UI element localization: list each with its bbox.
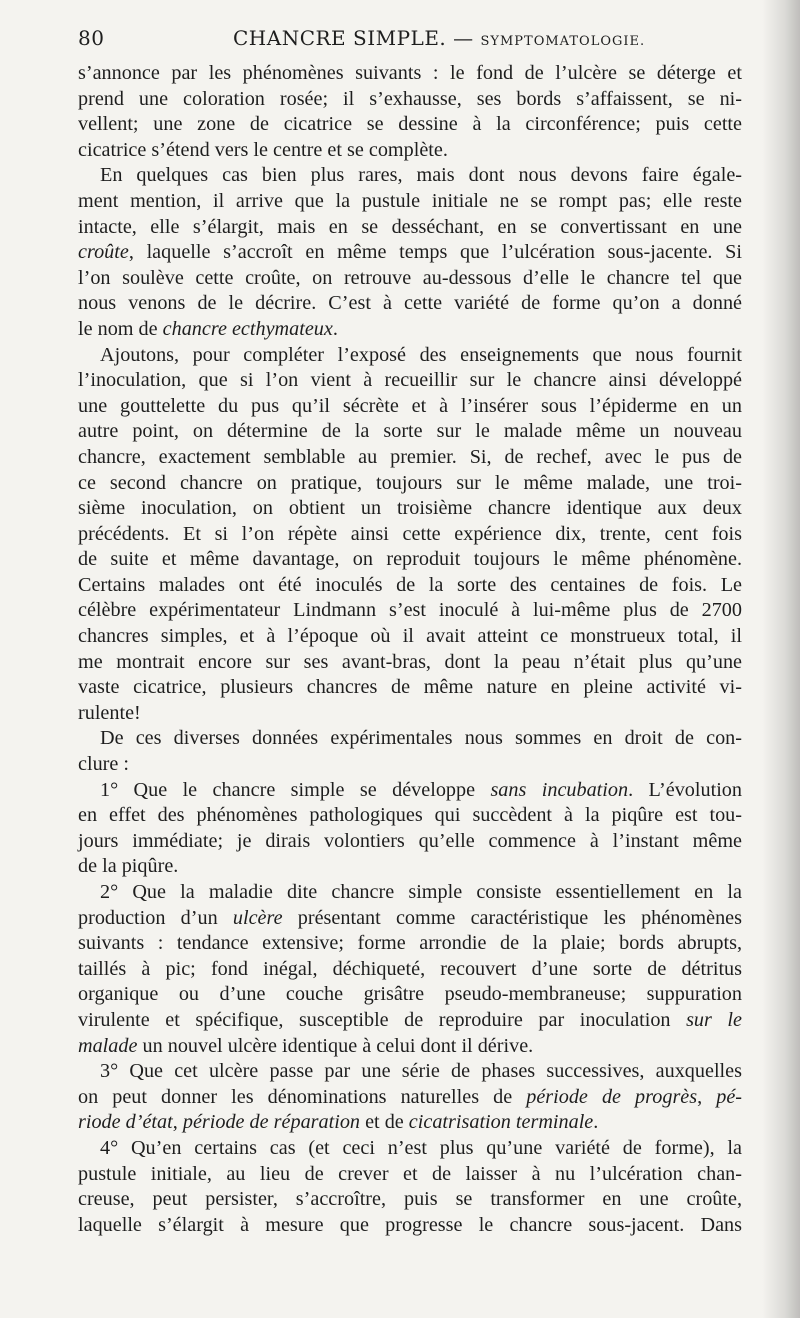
text-segment: prend une coloration rosée; il s’exhausse, ses bords s’affaissent, se ni-	[78, 87, 742, 110]
text-segment: et de	[360, 1111, 409, 1134]
italic-segment: sans incubation	[490, 778, 629, 801]
italic-segment: malade	[78, 1034, 138, 1057]
text-segment: En quelques cas bien plus rares, mais dont nous devons faire égale-	[100, 164, 742, 187]
text-segment: 1° Que le chancre simple se développe	[100, 778, 491, 801]
text-line	[78, 522, 742, 548]
italic-segment: riode d’état	[78, 1111, 173, 1134]
text-line	[78, 880, 742, 906]
italic-segment: ulcère	[232, 906, 283, 929]
text-line	[78, 982, 742, 1008]
text-line	[78, 931, 742, 957]
text-line	[78, 291, 742, 317]
text-line	[78, 573, 742, 599]
text-line	[78, 778, 742, 804]
text-segment: s’annonce par les phénomènes suivants : le fond de l’ulcère se déterge et	[78, 62, 742, 84]
text-segment: précédents. Et si l’on répète ainsi cette expérience dix, trente, cent fois	[78, 522, 742, 545]
text-segment: sième inoculation, on obtient un troisième chancre identique aux deux	[78, 497, 742, 520]
text-segment: l’inoculation, que si l’on vient à recueillir sur le chancre ainsi développé	[78, 369, 742, 392]
text-line	[78, 701, 742, 727]
text-segment: suivants : tendance extensive; forme arrondie de la plaie; bords abrupts,	[78, 932, 742, 955]
running-title-dash: —	[446, 26, 481, 50]
text-segment: creuse, peut persister, s’accroître, puis se transformer en une croûte,	[78, 1188, 742, 1211]
text-segment: intacte, elle s’élargit, mais en se desséchant, en se convertissant en une	[78, 215, 742, 238]
text-line	[78, 1162, 742, 1188]
text-segment: . L’évolution	[628, 778, 742, 801]
text-line	[78, 368, 742, 394]
italic-segment: période de progrès	[526, 1085, 698, 1108]
text-segment: présentant comme caractéristique les phénomènes	[282, 906, 742, 929]
text-segment: on peut donner les dénominations naturelles de	[78, 1085, 527, 1108]
text-line	[78, 419, 742, 445]
page-number: 80	[78, 26, 105, 50]
text-line	[78, 726, 742, 752]
text-line	[78, 803, 742, 829]
text-segment: ment mention, il arrive que la pustule initiale ne se rompt pas; elle reste	[78, 189, 742, 212]
running-title-main: CHANCRE SIMPLE.	[233, 26, 447, 50]
text-line	[78, 112, 742, 138]
text-line	[78, 1187, 742, 1213]
text-line	[78, 547, 742, 573]
text-segment: chancre, exactement semblable au premier. Si, de rechef, avec le pus de	[78, 445, 742, 468]
text-segment: de suite et même davantage, on reproduit toujours le même phénomène.	[78, 548, 742, 571]
body-text	[78, 61, 742, 1238]
italic-segment: croûte	[78, 241, 129, 264]
text-line	[78, 87, 742, 113]
text-segment: , laquelle s’accroît en même temps que l’ulcération sous-jacente. Si	[128, 241, 742, 264]
text-line	[78, 445, 742, 471]
text-line	[78, 496, 742, 522]
text-line	[78, 163, 742, 189]
running-title-section: SYMPTOMATOLOGIE.	[480, 34, 646, 49]
italic-segment: période de réparation	[182, 1111, 361, 1134]
text-line	[78, 343, 742, 369]
text-segment: me montrait encore sur ses avant-bras, dont la peau n’était plus qu’une	[78, 650, 742, 673]
text-segment: De ces diverses données expérimentales nous sommes en droit de con-	[100, 727, 742, 750]
text-line	[78, 906, 742, 932]
text-segment: pustule initiale, au lieu de crever et de laisser à nu l’ulcération chan-	[78, 1162, 742, 1185]
text-line	[78, 266, 742, 292]
text-line	[78, 752, 742, 778]
text-segment: .	[593, 1111, 599, 1134]
text-line	[78, 1034, 742, 1060]
text-line	[78, 138, 742, 164]
text-segment: un nouvel ulcère identique à celui dont il dérive.	[137, 1034, 534, 1057]
text-segment: ce second chancre on pratique, toujours sur le même malade, une troi-	[78, 471, 742, 494]
page-edge-shadow	[762, 0, 800, 1318]
text-segment: célèbre expérimentateur Lindmann s’est inoculé à lui-même plus de 2700	[78, 599, 742, 622]
text-line	[78, 189, 742, 215]
text-line	[78, 1213, 742, 1239]
text-line	[78, 650, 742, 676]
italic-segment: chancre ecthymateux	[162, 317, 333, 340]
text-line	[78, 1110, 742, 1136]
text-line	[78, 598, 742, 624]
text-segment: virulente et spécifique, susceptible de reproduire par inoculation	[78, 1008, 687, 1031]
text-line	[78, 854, 742, 880]
page-header	[78, 26, 742, 56]
text-line	[78, 675, 742, 701]
text-segment: en effet des phénomènes pathologiques qui succèdent à la piqûre est tou-	[78, 804, 742, 827]
text-segment: 4° Qu’en certains cas (et ceci n’est plus qu’une variété de forme), la	[100, 1136, 742, 1159]
text-segment: ,	[172, 1111, 183, 1134]
text-segment: de la piqûre.	[78, 855, 179, 878]
text-line	[78, 829, 742, 855]
text-segment: clure :	[78, 753, 130, 776]
text-segment: cicatrice s’étend vers le centre et se complète.	[78, 138, 448, 161]
text-segment: chancres simples, et à l’époque où il avait atteint ce monstrueux total, il	[78, 625, 742, 648]
text-segment: vellent; une zone de cicatrice se dessine à la circonférence; puis cette	[78, 113, 742, 136]
text-segment: laquelle s’élargit à mesure que progresse le chancre sous-jacent. Dans	[78, 1213, 742, 1236]
text-segment: Ajoutons, pour compléter l’exposé des enseignements que nous fournit	[100, 343, 742, 366]
text-line	[78, 1008, 742, 1034]
italic-segment: sur le	[686, 1008, 742, 1031]
text-segment: rulente!	[78, 701, 141, 724]
text-line	[78, 624, 742, 650]
text-segment: organique ou d’une couche grisâtre pseudo-membraneuse; suppuration	[78, 983, 742, 1006]
text-line	[78, 471, 742, 497]
text-line	[78, 1059, 742, 1085]
text-segment: nous venons de le décrire. C’est à cette variété de forme qu’on a donné	[78, 292, 742, 315]
italic-segment: cicatrisation terminale	[408, 1111, 594, 1134]
text-segment: vaste cicatrice, plusieurs chancres de même nature en pleine activité vi-	[78, 676, 742, 699]
text-segment: 2° Que la maladie dite chancre simple consiste essentiellement en la	[100, 881, 742, 903]
text-line	[78, 957, 742, 983]
running-title	[233, 26, 645, 50]
text-segment: 3° Que cet ulcère passe par une série de phases successives, auxquelles	[100, 1060, 742, 1083]
text-line	[78, 61, 742, 87]
text-segment: l’on soulève cette croûte, on retrouve au-dessous d’elle le chancre tel que	[78, 266, 742, 289]
text-line	[78, 240, 742, 266]
italic-segment: pé-	[716, 1085, 743, 1108]
text-segment: Certains malades ont été inoculés de la sorte des centaines de fois. Le	[78, 573, 742, 596]
text-segment: ,	[697, 1085, 717, 1108]
text-segment: le nom de	[78, 317, 163, 340]
text-line	[78, 1136, 742, 1162]
text-segment: jours immédiate; je dirais volontiers qu’elle commence à l’instant même	[78, 829, 742, 852]
text-segment: taillés à pic; fond inégal, déchiqueté, recouvert d’une sorte de détritus	[78, 957, 742, 980]
text-segment: une gouttelette du pus qu’il sécrète et à l’insérer sous l’épiderme en un	[78, 394, 742, 417]
text-line	[78, 215, 742, 241]
text-segment: .	[332, 317, 338, 340]
text-line	[78, 1085, 742, 1111]
text-line	[78, 317, 742, 343]
text-segment: production d’un	[78, 906, 233, 929]
text-segment: autre point, on détermine de la sorte sur le malade même un nouveau	[78, 420, 742, 443]
text-line	[78, 394, 742, 420]
